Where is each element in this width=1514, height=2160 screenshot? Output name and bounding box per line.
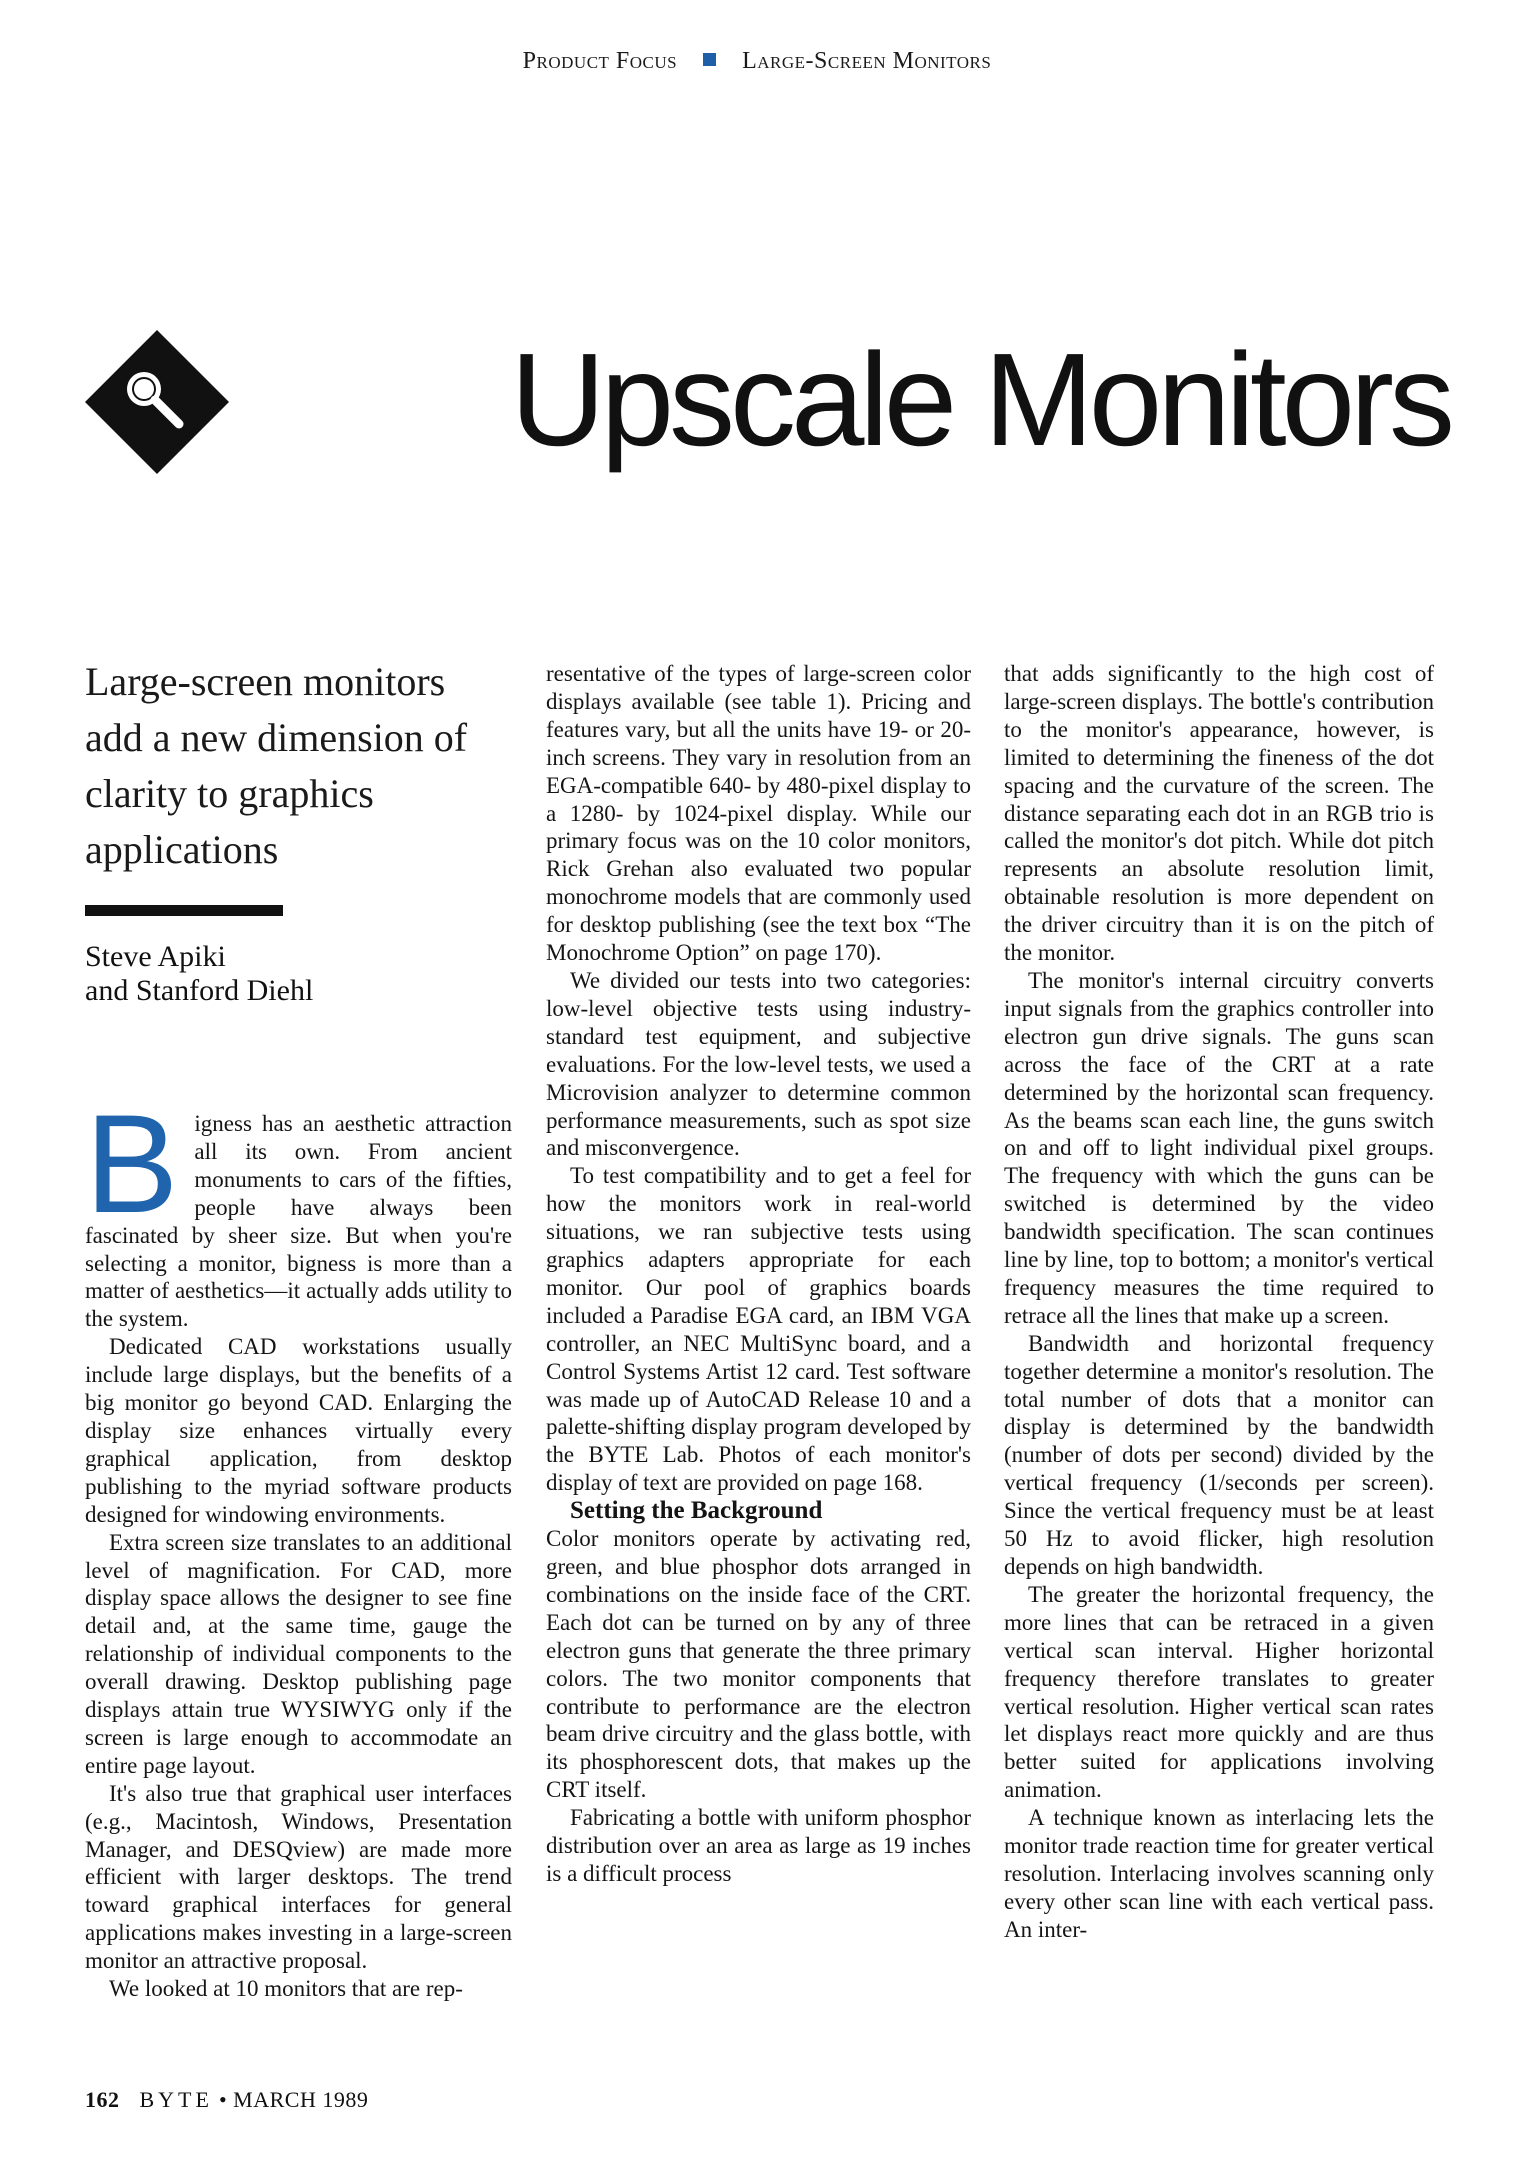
separator-square-icon [703, 53, 716, 66]
issue-date: MARCH 1989 [233, 2087, 369, 2112]
author-line-1: Steve Apiki [85, 940, 226, 973]
paragraph: Extra screen size translates to an additional level of magnification. For CAD, more display space allows the designer to see fine detail and, at the same time, gauge the relationship of individual components to the overall drawing. Desktop publishing page displays attain true WYSIWYG only if the screen is large enough to accommodate an entire page layout. [85, 1529, 512, 1778]
paragraph: We looked at 10 monitors that are rep- [109, 1976, 463, 2002]
paragraph: igness has an aesthetic attraction all its own. From ancient monuments to cars of the fifties, people have always been fascinated by sheer size. But when you're selecting a monitor, bigness is more than a matter of aesthetics—it actually adds utility to the system. [85, 1111, 512, 1332]
paragraph: Color monitors operate by activating red, green, and blue phosphor dots arranged in combinations on the inside face of the CRT. Each dot can be turned on by any of three electron guns that generate the three primary colors. The two monitor components that contribute to performance are the electron beam drive circuitry and the glass bottle, with its phosphorescent dots, that makes up the CRT itself. [546, 1526, 971, 1803]
deck-rule [85, 905, 283, 916]
article-column-2 [546, 660, 971, 1888]
author-line-2: and Stanford Diehl [85, 974, 314, 1007]
topic-name: Large-Screen Monitors [742, 48, 992, 74]
paragraph: resentative of the types of large-screen color displays available (see table 1). Pricing and features vary, but all the units have 19- or 20-inch screens. They vary in resolution from an EGA-compatible 640- by 480-pixel display to a 1280- by 1024-pixel display. While our primary focus was on the 10 color monitors, Rick Grehan also evaluated two popular monochrome models that are commonly used for desktop publishing (see the text box “The Monochrome Option” on page 170). [546, 661, 971, 966]
paragraph: We divided our tests into two categories: low-level objective tests using industry-standard test equipment, and subjective evaluations. For the low-level tests, we used a Microvision analyzer to determine common performance measurements, such as spot size and misconvergence. [546, 967, 971, 1161]
footer-separator: • [218, 2087, 228, 2112]
running-head [0, 48, 1514, 75]
paragraph: The monitor's internal circuitry converts input signals from the graphics controller into electron gun drive signals. The guns scan across the face of the CRT at a rate determined by the horizontal scan frequency. As the beams scan each line, the guns switch on and off to light individual pixel groups. The frequency with which the guns can be switched is determined by the video bandwidth specification. The scan continues line by line, top to bottom; a monitor's vertical frequency measures the time required to retrace all the lines that make up a screen. [1004, 967, 1434, 1328]
drop-cap: B [85, 1085, 179, 1242]
paragraph: To test compatibility and to get a feel for how the monitors work in real-world situations, we ran subjective tests using graphics adapters appropriate for each monitor. Our pool of graphics boards included a Paradise EGA card, an IBM VGA controller, an NEC MultiSync board, and a Control Systems Artist 12 card. Test software was made up of AutoCAD Release 10 and a palette-shifting display program developed by the BYTE Lab. Photos of each monitor's display of text are provided on page 168. [546, 1163, 971, 1496]
paragraph: A technique known as interlacing lets the monitor trade reaction time for greater vertical resolution. Interlacing involves scanning only every other scan line with each vertical pass. An inter- [1004, 1805, 1434, 1942]
article-column-3 [1004, 660, 1434, 1944]
paragraph: that adds significantly to the high cost of large-screen displays. The bottle's contribution to the monitor's appearance, however, is limited to determining the fineness of the dot spacing and the curvature of the screen. The distance separating each dot in an RGB trio is called the monitor's dot pitch. While dot pitch represents an absolute resolution limit, obtainable resolution is more dependent on the driver circuitry than it is on the pitch of the monitor. [1004, 661, 1434, 966]
article-column-1 [85, 1085, 512, 2003]
paragraph: Fabricating a bottle with uniform phosphor distribution over an area as large as 19 inches is a difficult process [546, 1805, 971, 1886]
subhead: Setting the Background [570, 1497, 823, 1525]
byline [85, 940, 505, 1008]
headline: Upscale Monitors [510, 326, 1450, 473]
deck: Large-screen monitors add a new dimension of clarity to graphics applications [85, 659, 468, 872]
page-number: 162 [85, 2087, 120, 2112]
page-footer [85, 2087, 368, 2113]
section-name: Product Focus [522, 48, 678, 74]
paragraph: Bandwidth and horizontal frequency together determine a monitor's resolution. The total number of dots that a monitor can display is determined by the bandwidth (number of dots per second) divided by the vertical frequency (1/seconds per screen). Since the vertical frequency must be at least 50 Hz to avoid flicker, high resolution depends on high bandwidth. [1004, 1330, 1434, 1579]
opening-paragraph [85, 1085, 512, 1333]
paragraph: It's also true that graphical user interfaces (e.g., Macintosh, Windows, Presentation Manager, and DESQview) are made more efficient with larger desktops. The trend toward graphical interfaces for general applications makes investing in a large-screen monitor an attractive proposal. [85, 1780, 512, 1974]
magazine-name: BYTE [139, 2087, 213, 2112]
paragraph: The greater the horizontal frequency, the more lines that can be retraced in a given vertical scan interval. Higher horizontal frequency therefore translates to greater vertical resolution. Higher vertical scan rates let displays react more quickly and are thus better suited for applications involving animation. [1004, 1581, 1434, 1803]
paragraph: Dedicated CAD workstations usually include large displays, but the benefits of a big monitor go beyond CAD. Enlarging the display size enhances virtually every graphical application, from desktop publishing to the myriad software products designed for windowing environments. [85, 1334, 512, 1527]
